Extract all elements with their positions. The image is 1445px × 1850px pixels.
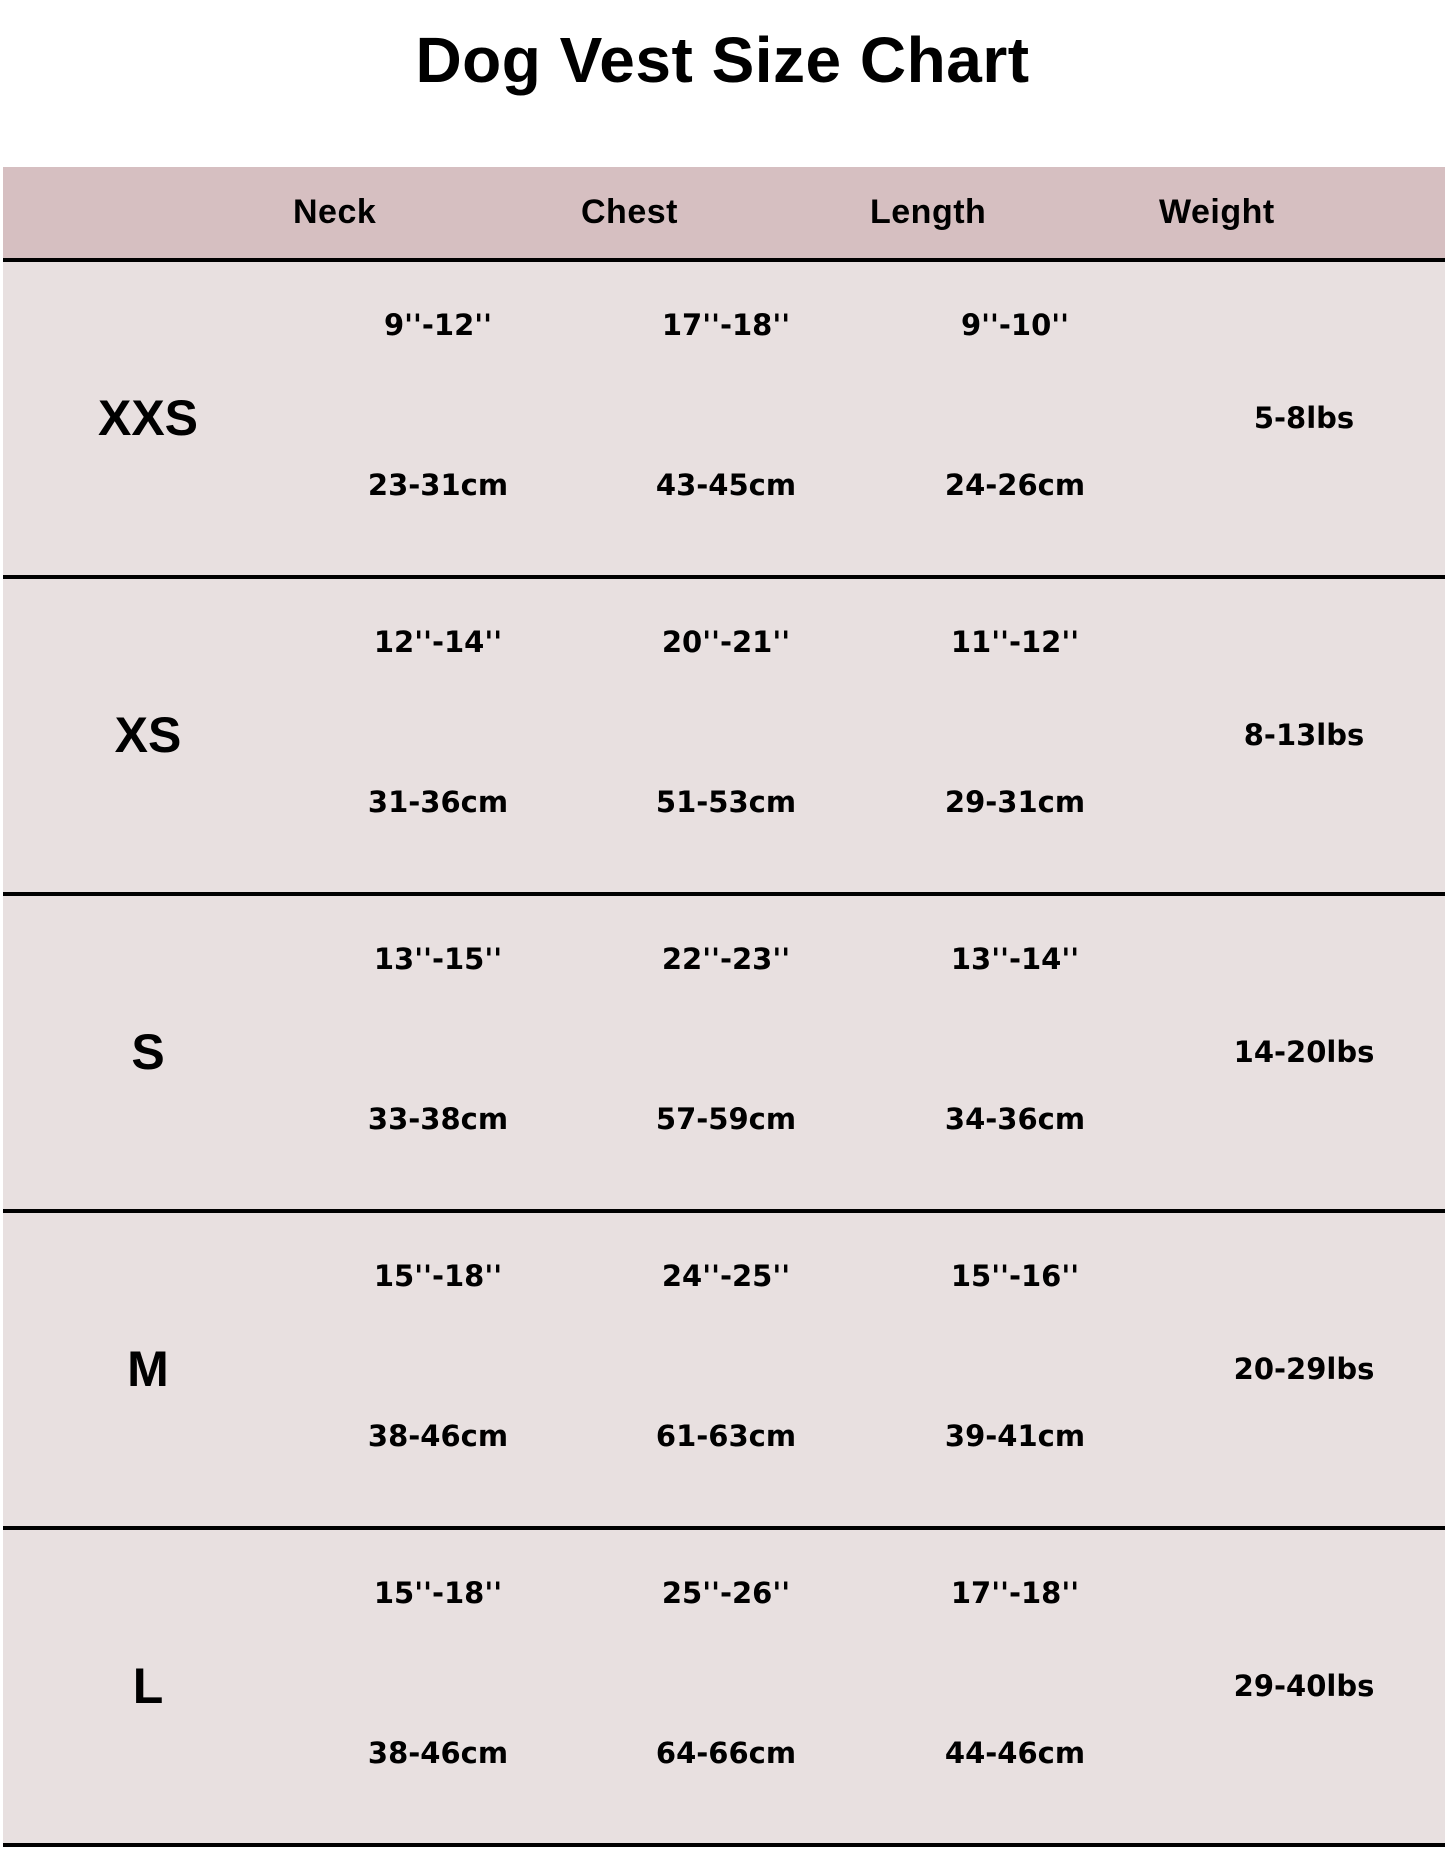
length-cm: 24-26cm [944, 468, 1086, 502]
neck-cm: 23-31cm [367, 468, 509, 502]
header-weight: Weight [1159, 193, 1275, 231]
length-inches: 11''-12'' [950, 625, 1080, 659]
length-inches: 9''-10'' [960, 308, 1070, 342]
length-inches: 17''-18'' [950, 1576, 1080, 1610]
chest-inches: 24''-25'' [661, 1259, 791, 1293]
neck-inches: 9''-12'' [383, 308, 493, 342]
size-label: XS [114, 707, 182, 763]
length-cm: 39-41cm [944, 1419, 1086, 1453]
size-chart-table [3, 167, 1445, 1847]
header-chest: Chest [581, 193, 678, 231]
weight-value: 8-13lbs [1243, 718, 1365, 752]
chest-inches: 25''-26'' [661, 1576, 791, 1610]
table-row-xxs [3, 262, 1445, 579]
neck-inches: 15''-18'' [373, 1576, 503, 1610]
table-row-xs [3, 579, 1445, 896]
neck-inches: 15''-18'' [373, 1259, 503, 1293]
page-title: Dog Vest Size Chart [415, 24, 1030, 96]
table-row-m [3, 1213, 1445, 1530]
table-row-l [3, 1530, 1445, 1847]
neck-cm: 33-38cm [367, 1102, 509, 1136]
header-length: Length [870, 193, 987, 231]
neck-inches: 13''-15'' [373, 942, 503, 976]
table-row-s [3, 896, 1445, 1213]
chest-cm: 57-59cm [655, 1102, 797, 1136]
neck-cm: 38-46cm [367, 1736, 509, 1770]
size-label: L [132, 1658, 164, 1714]
table-header-row [3, 167, 1445, 262]
chest-cm: 43-45cm [655, 468, 797, 502]
chest-inches: 17''-18'' [661, 308, 791, 342]
size-label: S [131, 1024, 165, 1080]
neck-cm: 31-36cm [367, 785, 509, 819]
neck-cm: 38-46cm [367, 1419, 509, 1453]
size-label: M [127, 1341, 169, 1397]
chest-cm: 64-66cm [655, 1736, 797, 1770]
chest-cm: 61-63cm [655, 1419, 797, 1453]
length-cm: 44-46cm [944, 1736, 1086, 1770]
length-inches: 15''-16'' [950, 1259, 1080, 1293]
weight-value: 5-8lbs [1253, 401, 1355, 435]
weight-value: 29-40lbs [1233, 1669, 1375, 1703]
length-cm: 34-36cm [944, 1102, 1086, 1136]
chest-inches: 20''-21'' [661, 625, 791, 659]
length-cm: 29-31cm [944, 785, 1086, 819]
size-label: XXS [97, 390, 199, 446]
weight-value: 20-29lbs [1233, 1352, 1375, 1386]
neck-inches: 12''-14'' [373, 625, 503, 659]
length-inches: 13''-14'' [950, 942, 1080, 976]
chest-cm: 51-53cm [655, 785, 797, 819]
weight-value: 14-20lbs [1233, 1035, 1375, 1069]
header-neck: Neck [293, 193, 377, 231]
chest-inches: 22''-23'' [661, 942, 791, 976]
